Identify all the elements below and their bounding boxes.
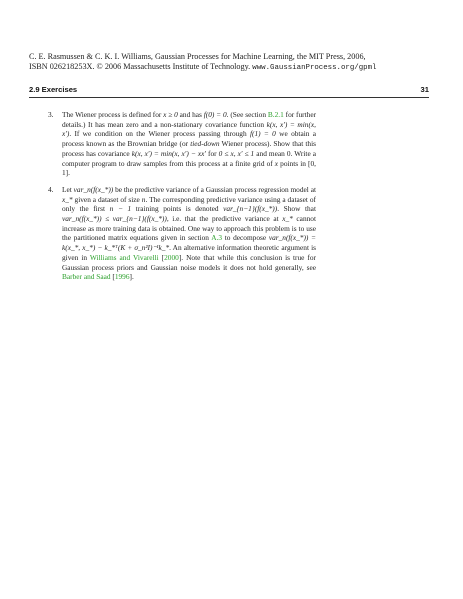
math: var_n(f(x_*)) = k(x_*, x_*) − k_*ᵀ(K + σ_n²I)⁻¹k_* (62, 233, 316, 253)
math: var_n(f(x_*)) ≤ var_{n−1}(f(x_*)) (62, 214, 167, 224)
citation-link[interactable]: Barber and Saad (62, 272, 111, 282)
emphasis: tied-down (190, 139, 220, 149)
citation-line-1: C. E. Rasmussen & C. K. I. Williams, Gaussian Processes for Machine Learning, the MIT Press, 2006, (29, 52, 366, 61)
section-title: 2.9 Exercises (29, 85, 78, 94)
text: . (68, 168, 70, 178)
text: for further details.) It has mean zero and a non-stationary covariance function (62, 110, 317, 129)
math: x ≥ 0 (163, 110, 178, 119)
math: f(1) = 0 (249, 129, 276, 139)
citation-link[interactable]: Williams and Vivarelli (89, 252, 159, 262)
text: points in (278, 158, 309, 168)
math: k(x, x′) = min(x, x′) − xx′ (131, 148, 206, 158)
text: given a dataset of size (72, 194, 142, 204)
citation-isbn-copyright: ISBN 026218253X. © 2006 Massachusetts Institute of Technology. (29, 62, 251, 71)
text: Let (62, 184, 74, 194)
citation-year-link[interactable]: 2000 (164, 252, 179, 262)
text: and mean 0. Write a computer program to draw samples from this process at a finite grid of (62, 148, 316, 168)
exercise-3 (48, 110, 317, 178)
exercise-number: 4. (48, 184, 54, 194)
math: [0, 1] (62, 158, 316, 178)
text: be the predictive variance of a Gaussian process regression model at (113, 184, 316, 194)
exercise-number: 3. (48, 110, 54, 119)
citation-year-link[interactable]: 1996 (114, 272, 130, 282)
text: and has (177, 110, 204, 119)
text: we obtain a process known as the Brownian bridge (or (62, 129, 317, 149)
text: to decompose (222, 233, 269, 243)
math: n − 1 (109, 204, 132, 214)
text: The Wiener process is defined for (62, 110, 164, 119)
math: x (274, 158, 279, 168)
math: x_* (62, 194, 73, 204)
text: cannot increase as more training data is obtained. One way to approach this problem is to use the partitioned matrix equations given in section (62, 214, 317, 243)
math: k(x, x′) = min(x, x′) (62, 119, 316, 139)
header-rule (29, 97, 429, 98)
text: training points is denoted (131, 204, 224, 214)
math: var_n(f(x_*)) (73, 184, 114, 194)
text: ]. (129, 272, 134, 282)
page-number: 31 (420, 85, 429, 94)
text: ]. Note that while this conclusion is true for Gaussian process priors and Gaussian noise models it does not hold generally, see (62, 252, 316, 272)
section-link[interactable]: A.3 (211, 233, 223, 243)
math: 0 ≤ x, x′ ≤ 1 (218, 148, 255, 158)
text: . Show that (277, 204, 316, 214)
citation-url[interactable]: www.GaussianProcess.org/gpml (252, 64, 377, 72)
text: [ (158, 252, 165, 262)
text: [ (110, 272, 115, 282)
text: . An alternative information theoretic argument is given in (62, 243, 316, 262)
section-link[interactable]: B.2.1 (267, 110, 284, 119)
exercise-4 (48, 184, 317, 282)
text: . The corresponding predictive variance using a dataset of only the first (62, 194, 317, 214)
math: var_{n−1}(f(x_*)) (223, 204, 278, 214)
running-head (29, 85, 429, 94)
text: , i.e. that the predictive variance at (166, 214, 283, 224)
text: for (206, 148, 219, 158)
citation-line-2 (29, 62, 449, 73)
math: f(0) = 0 (203, 110, 227, 119)
math: n (141, 194, 146, 204)
text: . (See section (226, 110, 268, 119)
text: . If we condition on the Wiener process passing through (69, 129, 250, 139)
citation-header (29, 52, 449, 73)
text: Wiener process). Show that this process has covariance (62, 139, 316, 158)
math: x_* (282, 214, 293, 224)
exercise-list (48, 110, 317, 289)
